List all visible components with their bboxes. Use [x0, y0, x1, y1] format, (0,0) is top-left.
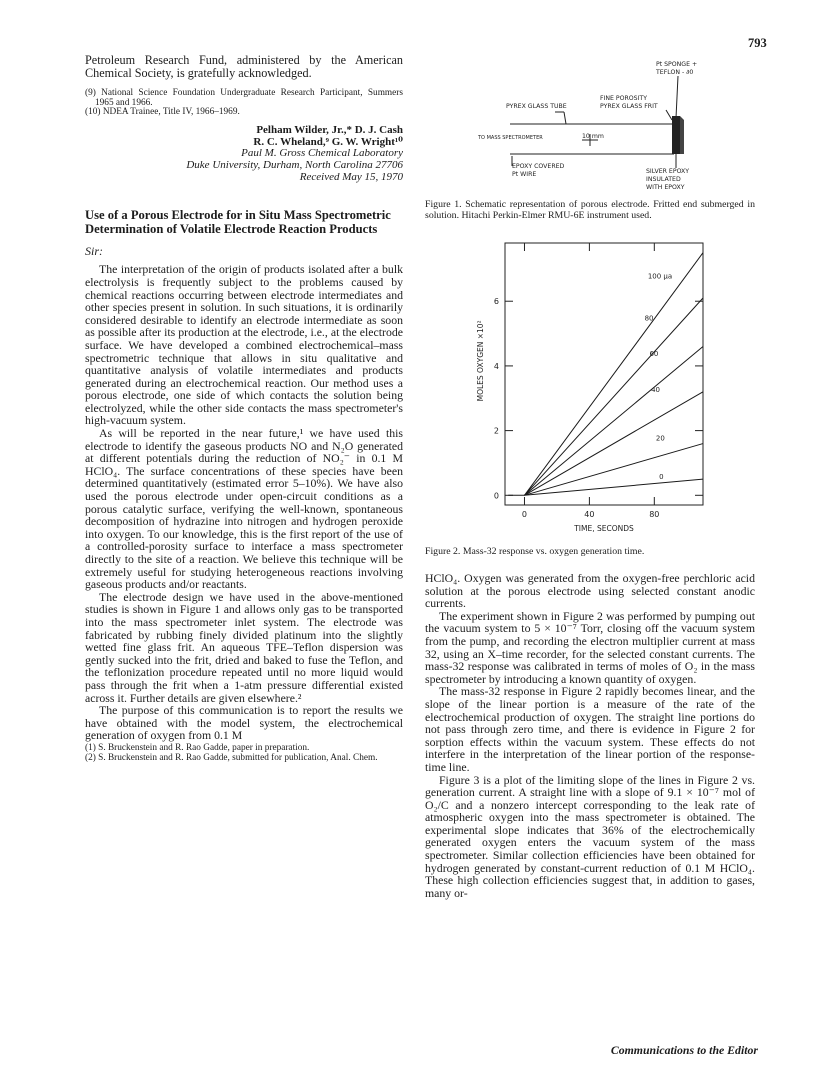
frit-pointer — [666, 110, 672, 120]
x-tick-label-0: 0 — [521, 510, 528, 519]
fig1-label-mm: 10 mm — [582, 133, 604, 140]
frit-block — [672, 116, 680, 154]
affiliation-line-2: Duke University, Durham, North Carolina 27706 — [186, 158, 403, 171]
series-line-1 — [524, 298, 703, 495]
fig1-label-ptwire: Pt WIRE — [512, 171, 537, 178]
fig1-label-fine: FINE POROSITY — [600, 95, 647, 102]
x-tick-label-2: 80 — [649, 510, 660, 519]
series-label-4: 20 — [655, 434, 665, 443]
authors-line-2: R. C. Wheland,⁹ G. W. Wright¹⁰ — [253, 135, 403, 148]
right-paragraph-2: The experiment shown in Figure 2 was performed by pumping out the vacuum system to 5 × 10⁻⁷ Torr, closing off the vacuum system from the pump, and recording the electron multiplier current at mass 32, using an X–time recorder, for the selected constant currents. The mass-32 response was calibrated in terms of moles of O₂ in the mass spectrometer by introducing a known quantity of oxygen. — [425, 608, 755, 686]
series-line-0 — [524, 253, 703, 496]
paragraph-2: As will be reported in the near future,¹ we have used this electrode to identify the gaseous products NO and N₂O generated at different potentials during the reduction of NO₂⁻ in 0.1 M HClO₄. The surface concentrations of these species have been determined quantitatively (estimated error 5–10%). We have also used the porous electrode under open-circuit conditions as a porous catalytic surface, verifying the well-known, spontaneous decomposition of hydrazine into nitrogen and hydrogen peroxide into oxygen. To our knowledge, this is the first report of the use of a controlled-porosity surface to interface a mass spectrometer directly to the site of a reaction. We believe this technique will be extremely useful for studying heterogeneous reactions involving gaseous products and/or reactants. — [85, 426, 403, 592]
right-paragraph-3: The mass-32 response in Figure 2 rapidly becomes linear, and the slope of the linear portion is a measure of the rate of the electrochemical production of oxygen. The straight line portions do not pass through zero time, and there is evidence in Figure 2 for sorption effects within the vacuum system. These effects do not interfere in the interpretation of the linear portion of the response-time line. — [425, 684, 755, 774]
y-tick-label-0: 0 — [493, 491, 499, 501]
series-label-0: 100 µa — [647, 272, 673, 281]
x-tick-label-1: 40 — [584, 510, 595, 519]
series-label-3: 40 — [651, 385, 660, 394]
y-tick-label-1: 2 — [493, 426, 499, 436]
sponge-pointer — [676, 76, 678, 118]
sponge-layer — [680, 116, 684, 154]
article-title: Use of a Porous Electrode for in Situ Mass Spectrometric Determination of Volatile Electrode Reaction Products — [85, 208, 391, 236]
x-axis-label: TIME, SECONDS — [574, 524, 634, 533]
figure-1-caption: Figure 1. Schematic representation of porous electrode. Fritted end submerged in solution. Hitachi Perkin-Elmer RMU-6E instrument used. — [425, 199, 755, 221]
fig1-label-with: WITH EPOXY — [646, 184, 685, 191]
affiliation-line-1: Paul M. Gross Chemical Laboratory — [241, 147, 403, 160]
salutation: Sir: — [85, 244, 103, 259]
figure-2-caption: Figure 2. Mass-32 response vs. oxygen generation time. — [425, 546, 645, 557]
footnote-1: (1) S. Bruckenstein and R. Rao Gadde, paper in preparation. — [85, 742, 310, 753]
figure-1-electrode-schematic — [470, 56, 740, 196]
received-date: Received May 15, 1970 — [299, 170, 403, 183]
paragraph-1: The interpretation of the origin of products isolated after a bulk electrolysis is frequently subject to the problems caused by chemical reactions occurring between electrode intermediates and other species present in solution. In such situations, it is ordinarily considered desirable to identify an electrode intermediate as soon as possible after its production at the electrode, i.e., at the electrode surface. We have developed a combined electrochemical–mass spectrometric technique that allows in situ qualitative and quantitative analysis of volatile intermediates and products generated during an electrochemical reaction. Our method uses a porous electrode, one side of which contacts the solution being electrolyzed, while the other side contacts the mass spectrometer's high-vacuum system. — [85, 262, 403, 428]
y-tick-label-3: 6 — [493, 297, 499, 307]
series-label-2: 60 — [649, 350, 659, 359]
reference-9: (9) National Science Foundation Undergraduate Research Participant, Summers 1965 and 1966. — [85, 87, 403, 108]
right-paragraph-4: Figure 3 is a plot of the limiting slope of the lines in Figure 2 vs. generation current. A straight line with a slope of 9.1 × 10⁻⁷ mol of O₂/C and a nonzero intercept corresponding to the leak rate of atmospheric oxygen into the mass spectrometer is obtained. The experimental slope indicates that 36% of the electrochemically generated oxygen enters the vacuum system of the mass spectrometer. Similar collection efficiencies have been obtained for hydrogen generated by constant-current reduction of 0.1 M HClO₄. These high collection efficiencies suggest that, in addition to gases, many or- — [425, 772, 755, 900]
fig1-label-insulated: INSULATED — [646, 176, 681, 183]
reference-10: (10) NDEA Trainee, Title IV, 1966–1969. — [85, 107, 240, 118]
plot-frame — [505, 243, 703, 505]
y-axis-label: MOLES OXYGEN ×10² — [476, 320, 485, 402]
figure-2-chart — [465, 233, 725, 545]
tube-pointer-2 — [564, 112, 566, 124]
paragraph-4: The purpose of this communication is to report the results we have obtained with the model system, the electrochemical generation of oxygen from 0.1 M — [85, 703, 403, 743]
fig1-label-teflon: TEFLON - ∂0 — [656, 69, 694, 76]
fig1-label-epoxy: EPOXY COVERED — [512, 163, 565, 170]
journal-footer: Communications to the Editor — [610, 1043, 758, 1057]
footnote-2: (2) S. Bruckenstein and R. Rao Gadde, submitted for publication, Anal. Chem. — [85, 752, 378, 763]
fig1-label-tube: PYREX GLASS TUBE — [506, 103, 567, 110]
series-line-3 — [524, 392, 703, 496]
series-label-1: 80 — [644, 314, 654, 323]
left-column — [85, 54, 403, 764]
fig1-label-ms: TO MASS SPECTROMETER — [478, 135, 543, 141]
series-line-2 — [524, 347, 703, 496]
authors-line-1: Pelham Wilder, Jr.,* D. J. Cash — [256, 124, 403, 137]
paragraph-3: The electrode design we have used in the above-mentioned studies is shown in Figure 1 and allows only gas to be transported into the mass spectrometer inlet system. The electrode was fabricated by rubbing finely divided platinum into the slightly wetted fine glass frit. An aqueous TFE–Teflon dispersion was gently sucked into the frit, dried and baked to fuse the Teflon, and the teflonization procedure repeated until no more liquid would pass through the frit when a 1-atm pressure differential existed across it. Further details are given elsewhere.² — [85, 589, 403, 705]
y-tick-label-2: 4 — [493, 361, 499, 371]
series-label-5: 0 — [659, 473, 664, 482]
fig1-label-sponge: Pt SPONGE + — [656, 61, 698, 68]
right-paragraph-1: HClO₄. Oxygen was generated from the oxygen-free perchloric acid solution at the porous electrode using selected constant anodic currents. — [425, 571, 755, 611]
footnotes — [85, 744, 403, 764]
acknowledgment: Petroleum Research Fund, administered by the American Chemical Society, is gratefully acknowledged. — [85, 53, 403, 81]
page-number: 793 — [748, 36, 767, 50]
right-column — [425, 572, 755, 899]
fig1-label-silver: SILVER EPOXY — [646, 168, 690, 175]
fig1-label-frit: PYREX GLASS FRIT — [600, 103, 658, 110]
